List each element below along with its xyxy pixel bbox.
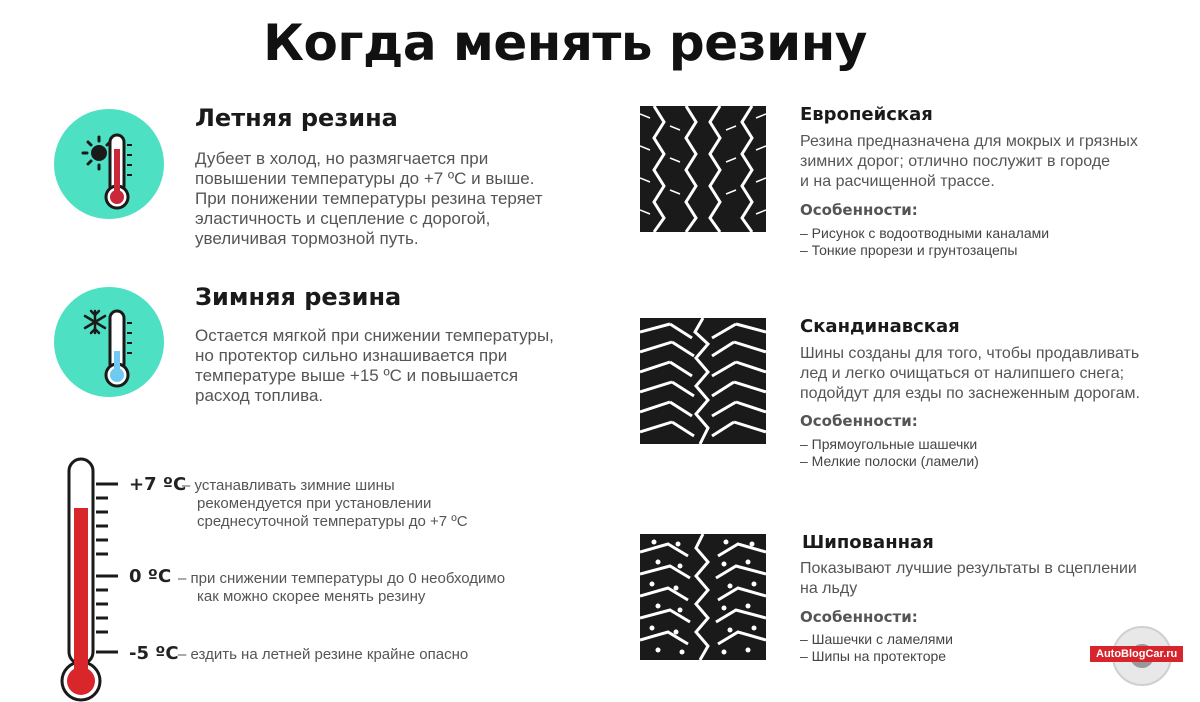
- european-tread-icon: [640, 106, 766, 232]
- scale-desc-line: – при снижении температуры до 0 необходимо: [178, 570, 506, 587]
- features-list-scandinavian: [800, 436, 979, 470]
- winter-line: Остается мягкой при снижении температуры,: [195, 326, 554, 345]
- scandinavian-tread-icon: [640, 318, 766, 444]
- feature-item: – Мелкие полоски (ламели): [800, 453, 979, 469]
- studded-tread-icon: [640, 534, 766, 660]
- summer-line: увеличивая тормозной путь.: [195, 229, 419, 248]
- feature-item: – Тонкие прорези и грунтозацепы: [800, 242, 1018, 258]
- summer-line: При понижении температуры резина теряет: [195, 189, 543, 208]
- summer-line: Дубеет в холод, но размягчается при: [195, 149, 489, 168]
- winter-line: но протектор сильно изнашивается при: [195, 346, 508, 365]
- tire-desc-line: на льду: [800, 580, 858, 597]
- feature-item: – Шипы на протекторе: [800, 648, 947, 664]
- scale-label-zero: 0 ºС: [129, 566, 172, 587]
- winter-description: [195, 326, 575, 406]
- tire-desc-line: и на расчищенной трассе.: [800, 173, 995, 190]
- features-label-studded: Особенности:: [800, 608, 918, 626]
- scale-label-minus5: -5 ºС: [129, 643, 179, 664]
- tire-title-scandinavian: Скандинавская: [800, 316, 960, 337]
- sun-thermometer-icon: [54, 109, 164, 219]
- page-title: Когда менять резину: [263, 14, 867, 72]
- big-thermometer-icon: [56, 456, 126, 702]
- features-label-european: Особенности:: [800, 201, 918, 219]
- summer-title: Летняя резина: [195, 104, 398, 132]
- tire-title-european: Европейская: [800, 104, 933, 125]
- scale-desc-line: – устанавливать зимние шины: [182, 477, 395, 494]
- tire-desc-scandinavian: [800, 344, 1190, 404]
- feature-item: – Прямоугольные шашечки: [800, 436, 978, 452]
- scale-desc-line: среднесуточной температуры до +7 ºС: [197, 513, 468, 530]
- tire-desc-line: Шины созданы для того, чтобы продавливать: [800, 345, 1140, 362]
- winter-line: расход топлива.: [195, 386, 324, 405]
- tire-desc-line: зимних дорог; отлично послужит в городе: [800, 153, 1111, 170]
- snowflake-thermometer-icon: [54, 287, 164, 397]
- tire-desc-line: Резина предназначена для мокрых и грязных: [800, 133, 1138, 150]
- tire-title-studded: Шипованная: [802, 532, 934, 553]
- tire-desc-line: подойдут для езды по заснеженным дорогам.: [800, 385, 1140, 402]
- feature-item: – Шашечки с ламелями: [800, 631, 953, 647]
- tire-desc-line: лед и легко очищаться от налипшего снега;: [800, 365, 1125, 382]
- scale-desc-line: как можно скорее менять резину: [197, 588, 426, 605]
- scale-desc-line: рекомендуется при установлении: [197, 495, 432, 512]
- site-logo: AutoBlogCar.ru: [1090, 646, 1183, 662]
- scale-label-plus7: +7 ºС: [129, 474, 187, 495]
- scale-desc-zero: [178, 570, 505, 606]
- winter-line: температуре выше +15 ºС и повышается: [195, 366, 519, 385]
- scale-desc-plus7: [182, 477, 468, 531]
- features-label-scandinavian: Особенности:: [800, 412, 918, 430]
- features-list-studded: [800, 631, 953, 665]
- scale-desc-minus5: [178, 646, 468, 664]
- feature-item: – Рисунок с водоотводными каналами: [800, 225, 1050, 241]
- summer-icon-circle: [54, 109, 164, 219]
- tire-desc-european: [800, 132, 1180, 192]
- winter-icon-circle: [54, 287, 164, 397]
- tire-desc-line: Показывают лучшие результаты в сцеплении: [800, 560, 1137, 577]
- features-list-european: [800, 225, 1049, 259]
- winter-title: Зимняя резина: [195, 283, 402, 311]
- summer-line: эластичность и сцепление с дорогой,: [195, 209, 491, 228]
- tire-desc-studded: [800, 559, 1180, 599]
- summer-line: повышении температуры до +7 ºС и выше.: [195, 169, 535, 188]
- summer-description: [195, 149, 575, 249]
- scale-desc-line: – ездить на летней резине крайне опасно: [178, 646, 469, 663]
